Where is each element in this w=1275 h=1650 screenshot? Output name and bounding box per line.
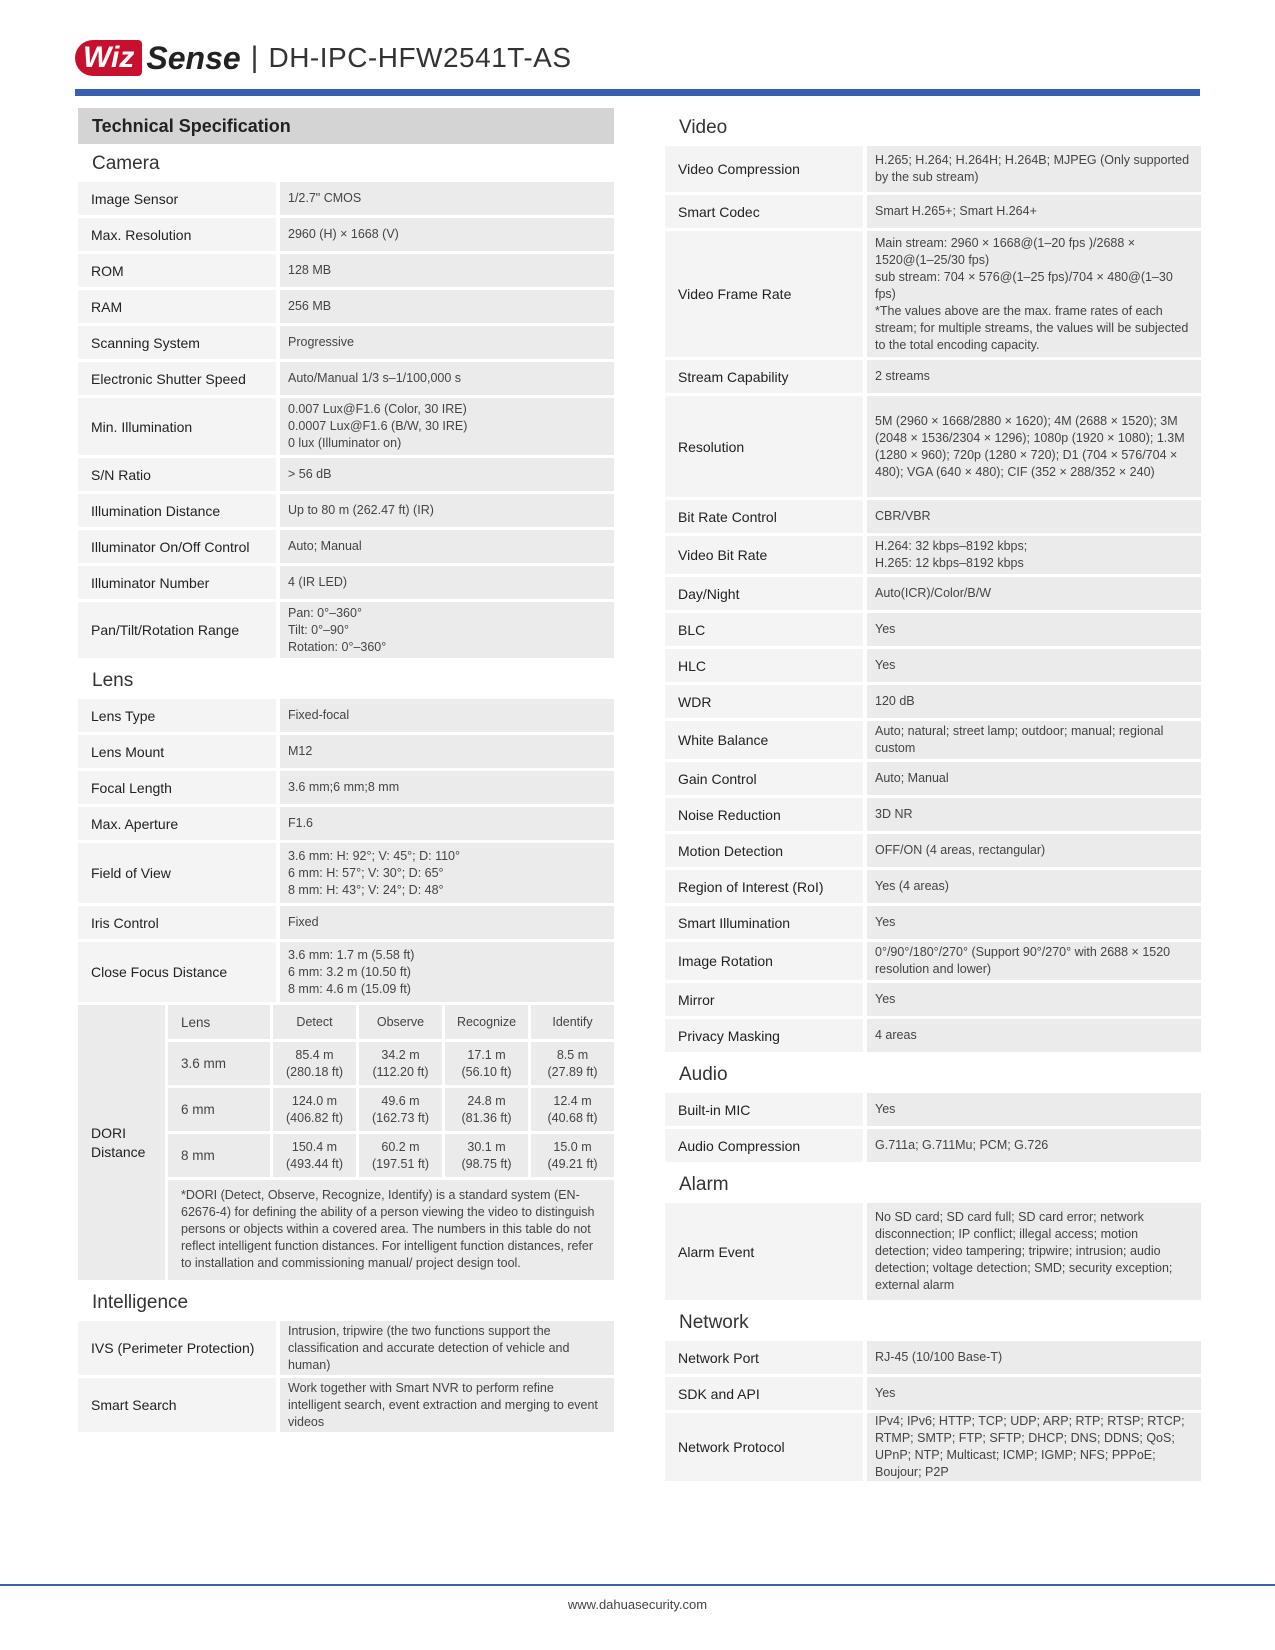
spec-value: Intrusion, tripwire (the two functions support the classification and accurate detection of vehicle and human) [280,1321,614,1375]
dori-row [168,1134,614,1177]
spec-label: Min. Illumination [78,398,276,455]
spec-label: Video Bit Rate [665,536,863,574]
spec-row-noise-reduction [665,798,1201,831]
spec-row-alarm-event [665,1203,1201,1300]
spec-row-focal-length [78,771,614,804]
spec-value: No SD card; SD card full; SD card error; network disconnection; IP conflict; illegal access; motion detection; video tampering; tripwire; intrusion; audio detection; voltage detection; SMD; security exception; external alarm [867,1203,1201,1300]
spec-label: Video Compression [665,146,863,192]
spec-value: 0.007 Lux@F1.6 (Color, 30 IRE) 0.0007 Lux@F1.6 (B/W, 30 IRE) 0 lux (Illuminator on) [280,398,614,455]
camera-section-title: Camera [92,153,160,174]
spec-label: Video Frame Rate [665,231,863,357]
spec-value: OFF/ON (4 areas, rectangular) [867,834,1201,867]
spec-label: Smart Search [78,1378,276,1432]
spec-row-s-n-ratio [78,458,614,491]
network-section [665,1303,1201,1481]
spec-label: Close Focus Distance [78,942,276,1002]
spec-value: Main stream: 2960 × 1668@(1–20 fps )/2688 × 1520@(1–25/30 fps) sub stream: 704 × 576@(1–25 fps)/704 × 480@(1–30 fps) *The values above are the max. frame rates of each stream; for multiple streams, the values will be subjected to the total encoding capacity. [867,231,1201,357]
spec-label: Network Port [665,1341,863,1374]
spec-label: Smart Illumination [665,906,863,939]
dori-cell: 8.5 m (27.89 ft) [531,1042,614,1085]
spec-label: Pan/Tilt/Rotation Range [78,602,276,658]
spec-row-resolution [665,396,1201,497]
spec-label: IVS (Perimeter Protection) [78,1321,276,1375]
spec-label: Region of Interest (RoI) [665,870,863,903]
spec-label: Noise Reduction [665,798,863,831]
spec-row-network-protocol [665,1413,1201,1481]
spec-label: Motion Detection [665,834,863,867]
header-divider [75,89,1200,96]
spec-label: Max. Resolution [78,218,276,251]
spec-value: 3D NR [867,798,1201,831]
spec-row-close-focus-distance [78,942,614,1002]
spec-row-electronic-shutter-speed [78,362,614,395]
spec-row-ram [78,290,614,323]
spec-value: Yes [867,613,1201,646]
spec-row-white-balance [665,721,1201,759]
spec-value: 128 MB [280,254,614,287]
spec-label: Day/Night [665,577,863,610]
alarm-section [665,1165,1201,1300]
spec-value: 1/2.7" CMOS [280,182,614,215]
logo-wiz-text: Wiz [75,40,142,76]
spec-label: ROM [78,254,276,287]
spec-value: 4 (IR LED) [280,566,614,599]
spec-row-max-resolution [78,218,614,251]
spec-label: Focal Length [78,771,276,804]
spec-label: Max. Aperture [78,807,276,840]
left-column [78,108,614,1435]
spec-row-wdr [665,685,1201,718]
spec-row-built-in-mic [665,1093,1201,1126]
spec-value: 2 streams [867,360,1201,393]
spec-row-iris-control [78,906,614,939]
spec-value: Fixed-focal [280,699,614,732]
dori-table [78,1005,614,1280]
spec-row-image-rotation [665,942,1201,980]
spec-value: Yes [867,1093,1201,1126]
spec-row-field-of-view [78,843,614,903]
dori-cell: 124.0 m (406.82 ft) [273,1088,356,1131]
spec-row-region-of-interest-roi [665,870,1201,903]
spec-label: Field of View [78,843,276,903]
camera-section [78,144,614,658]
spec-row-gain-control [665,762,1201,795]
spec-value: H.265; H.264; H.264H; H.264B; MJPEG (Only supported by the sub stream) [867,146,1201,192]
spec-value: Yes [867,1377,1201,1410]
spec-label: Built-in MIC [665,1093,863,1126]
dori-cell: 60.2 m (197.51 ft) [359,1134,442,1177]
dori-label: DORI Distance [78,1005,165,1280]
spec-row-smart-search [78,1378,614,1432]
spec-value: Fixed [280,906,614,939]
spec-row-network-port [665,1341,1201,1374]
audio-section [665,1055,1201,1162]
spec-label: RAM [78,290,276,323]
spec-value: Up to 80 m (262.47 ft) (IR) [280,494,614,527]
spec-value: Auto; natural; street lamp; outdoor; manual; regional custom [867,721,1201,759]
dori-cell: 49.6 m (162.73 ft) [359,1088,442,1131]
spec-label: Resolution [665,396,863,497]
spec-value: H.264: 32 kbps–8192 kbps; H.265: 12 kbps–8192 kbps [867,536,1201,574]
lens-section-title: Lens [92,670,134,691]
spec-label: S/N Ratio [78,458,276,491]
spec-row-bit-rate-control [665,500,1201,533]
spec-label: Iris Control [78,906,276,939]
model-number: DH-IPC-HFW2541T-AS [268,42,572,73]
spec-value: Pan: 0°–360° Tilt: 0°–90° Rotation: 0°–360° [280,602,614,658]
spec-row-lens-type [78,699,614,732]
dori-note: *DORI (Detect, Observe, Recognize, Identify) is a standard system (EN-62676-4) for defining the ability of a person viewing the video to distinguish persons or objects within a covered area. The numbers in this table do not reflect intelligent function distances. For intelligent function distances, refer to installation and commissioning manual/ project design tool. [168,1180,614,1280]
spec-row-stream-capability [665,360,1201,393]
spec-label: Scanning System [78,326,276,359]
audio-section-title: Audio [679,1064,728,1085]
spec-row-sdk-and-api [665,1377,1201,1410]
spec-value: Yes [867,649,1201,682]
dori-cell: 24.8 m (81.36 ft) [445,1088,528,1131]
spec-value: F1.6 [280,807,614,840]
spec-label: Image Rotation [665,942,863,980]
spec-row-video-frame-rate [665,231,1201,357]
header-separator: | [250,41,259,74]
spec-value: 2960 (H) × 1668 (V) [280,218,614,251]
dori-cell: 12.4 m (40.68 ft) [531,1088,614,1131]
spec-label: White Balance [665,721,863,759]
page-header [75,38,572,78]
dori-cell: 85.4 m (280.18 ft) [273,1042,356,1085]
wizsense-logo [75,40,241,77]
spec-label: Network Protocol [665,1413,863,1481]
spec-label: Mirror [665,983,863,1016]
spec-row-hlc [665,649,1201,682]
spec-label: Audio Compression [665,1129,863,1162]
dori-row [168,1042,614,1085]
spec-value: Auto/Manual 1/3 s–1/100,000 s [280,362,614,395]
spec-label: Alarm Event [665,1203,863,1300]
dori-cell: 15.0 m (49.21 ft) [531,1134,614,1177]
spec-row-image-sensor [78,182,614,215]
spec-value: 3.6 mm;6 mm;8 mm [280,771,614,804]
dori-cell: 30.1 m (98.75 ft) [445,1134,528,1177]
dori-cell: 17.1 m (56.10 ft) [445,1042,528,1085]
dori-cell: 6 mm [168,1088,270,1131]
spec-value: Auto(ICR)/Color/B/W [867,577,1201,610]
spec-value: > 56 dB [280,458,614,491]
spec-row-smart-codec [665,195,1201,228]
spec-label: SDK and API [665,1377,863,1410]
dori-body [168,1005,614,1280]
spec-row-privacy-masking [665,1019,1201,1052]
spec-label: Image Sensor [78,182,276,215]
spec-value: CBR/VBR [867,500,1201,533]
spec-label: Lens Mount [78,735,276,768]
spec-value: 256 MB [280,290,614,323]
spec-value: Yes [867,906,1201,939]
spec-row-min-illumination [78,398,614,455]
dori-header-cell: Observe [359,1005,442,1039]
spec-label: Gain Control [665,762,863,795]
intelligence-section-title: Intelligence [92,1292,189,1313]
spec-value: Auto; Manual [867,762,1201,795]
spec-value: 120 dB [867,685,1201,718]
spec-label: HLC [665,649,863,682]
alarm-section-title: Alarm [679,1174,729,1195]
footer-url: www.dahuasecurity.com [567,1597,708,1612]
dori-rows [168,1005,614,1177]
spec-value: Smart H.265+; Smart H.264+ [867,195,1201,228]
spec-value: G.711a; G.711Mu; PCM; G.726 [867,1129,1201,1162]
spec-row-smart-illumination [665,906,1201,939]
spec-value: 5M (2960 × 1668/2880 × 1620); 4M (2688 × 1520); 3M (2048 × 1536/2304 × 1296); 1080p (1920 × 1080); 1.3M (1280 × 960); 720p (1280 × 720); D1 (704 × 576/704 × 480); VGA (640 × 480); CIF (352 × 288/352 × 240) [867,396,1201,497]
network-section-title: Network [679,1312,749,1333]
spec-value: M12 [280,735,614,768]
spec-label: Smart Codec [665,195,863,228]
spec-title: Technical Specification [78,108,614,144]
video-section-title: Video [679,117,728,138]
spec-row-ivs-perimeter-protection [78,1321,614,1375]
dori-header-cell: Lens [168,1005,270,1039]
spec-value: 4 areas [867,1019,1201,1052]
spec-value: IPv4; IPv6; HTTP; TCP; UDP; ARP; RTP; RTSP; RTCP; RTMP; SMTP; FTP; SFTP; DHCP; DNS; DDNS; QoS; UPnP; NTP; Multicast; ICMP; IGMP; NFS; PPPoE; Boujour; P2P [867,1413,1201,1481]
footer-divider [0,1584,1275,1586]
spec-row-illuminator-on-off-control [78,530,614,563]
spec-label: WDR [665,685,863,718]
spec-row-video-compression [665,146,1201,192]
spec-value: Work together with Smart NVR to perform refine intelligent search, event extraction and merging to event videos [280,1378,614,1432]
spec-row-mirror [665,983,1201,1016]
dori-cell: 8 mm [168,1134,270,1177]
dori-row [168,1088,614,1131]
spec-value: 0°/90°/180°/270° (Support 90°/270° with 2688 × 1520 resolution and lower) [867,942,1201,980]
spec-value: Auto; Manual [280,530,614,563]
spec-row-motion-detection [665,834,1201,867]
dori-header-cell: Identify [531,1005,614,1039]
spec-label: Bit Rate Control [665,500,863,533]
spec-row-blc [665,613,1201,646]
spec-value: Yes [867,983,1201,1016]
video-section [665,108,1201,1052]
spec-row-max-aperture [78,807,614,840]
intelligence-section [78,1283,614,1432]
spec-row-day-night [665,577,1201,610]
spec-value: Yes (4 areas) [867,870,1201,903]
spec-label: Illuminator On/Off Control [78,530,276,563]
spec-row-illumination-distance [78,494,614,527]
spec-label: Stream Capability [665,360,863,393]
spec-label: Illumination Distance [78,494,276,527]
spec-value: Progressive [280,326,614,359]
right-column [665,108,1201,1484]
spec-label: Lens Type [78,699,276,732]
dori-cell: 150.4 m (493.44 ft) [273,1134,356,1177]
dori-cell: 3.6 mm [168,1042,270,1085]
dori-header-cell: Detect [273,1005,356,1039]
spec-row-rom [78,254,614,287]
spec-label: Privacy Masking [665,1019,863,1052]
spec-label: Illuminator Number [78,566,276,599]
spec-value: RJ-45 (10/100 Base-T) [867,1341,1201,1374]
logo-sense-text: Sense [146,39,241,76]
spec-row-video-bit-rate [665,536,1201,574]
spec-row-scanning-system [78,326,614,359]
spec-row-illuminator-number [78,566,614,599]
dori-header-cell: Recognize [445,1005,528,1039]
spec-label: BLC [665,613,863,646]
lens-section [78,661,614,1002]
spec-label: Electronic Shutter Speed [78,362,276,395]
dori-cell: 34.2 m (112.20 ft) [359,1042,442,1085]
spec-row-audio-compression [665,1129,1201,1162]
spec-value: 3.6 mm: 1.7 m (5.58 ft) 6 mm: 3.2 m (10.50 ft) 8 mm: 4.6 m (15.09 ft) [280,942,614,1002]
spec-row-pan-tilt-rotation-range [78,602,614,658]
spec-row-lens-mount [78,735,614,768]
dori-header-row [168,1005,614,1039]
spec-value: 3.6 mm: H: 92°; V: 45°; D: 110° 6 mm: H: 57°; V: 30°; D: 65° 8 mm: H: 43°; V: 24°; D: 48° [280,843,614,903]
